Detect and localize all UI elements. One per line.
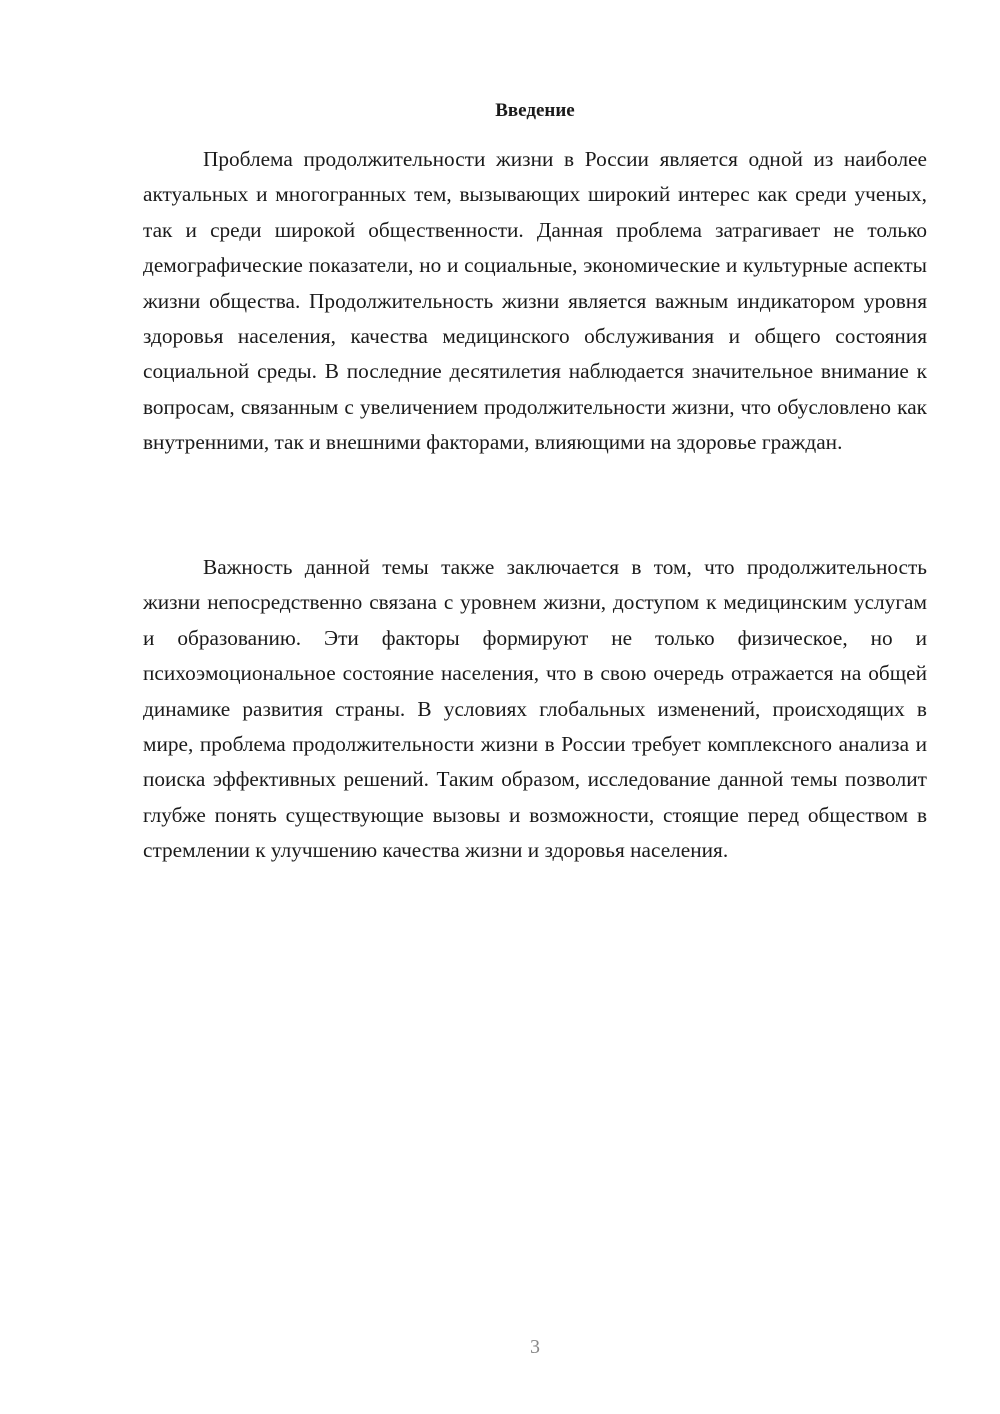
paragraph-2: Важность данной темы также заключается в том, что продолжительность жизни непосредственно связана с уровнем жизни, доступом к медицинским услугам и образованию. Эти факторы формируют не только физическое, но и психоэмоциональное состояние населения, что в свою очередь отражается на общей динамике развития страны. В условиях глобальных изменений, происходящих в мире, проблема продолжительности жизни в России требует комплексного анализа и поиска эффективных решений. Таким образом, исследование данной темы позволит глубже понять существующие вызовы и возможности, стоящие перед обществом в стремлении к улучшению качества жизни и здоровья населения.	[143, 555, 927, 863]
section-heading: Введение	[495, 100, 575, 121]
page-number: 3	[530, 1336, 540, 1358]
paragraph-1: Проблема продолжительности жизни в России является одной из наиболее актуальных и многогранных тем, вызывающих широкий интерес как среди ученых, так и среди широкой общественности. Данная проблема затрагивает не только демографические показатели, но и социальные, экономические и культурные аспекты жизни общества. Продолжительность жизни является важным индикатором уровня здоровья населения, качества медицинского обслуживания и общего состояния социальной среды. В последние десятилетия наблюдается значительное внимание к вопросам, связанным с увеличением продолжительности жизни, что обусловлено как внутренними, так и внешними факторами, влияющими на здоровье граждан.	[143, 147, 927, 455]
